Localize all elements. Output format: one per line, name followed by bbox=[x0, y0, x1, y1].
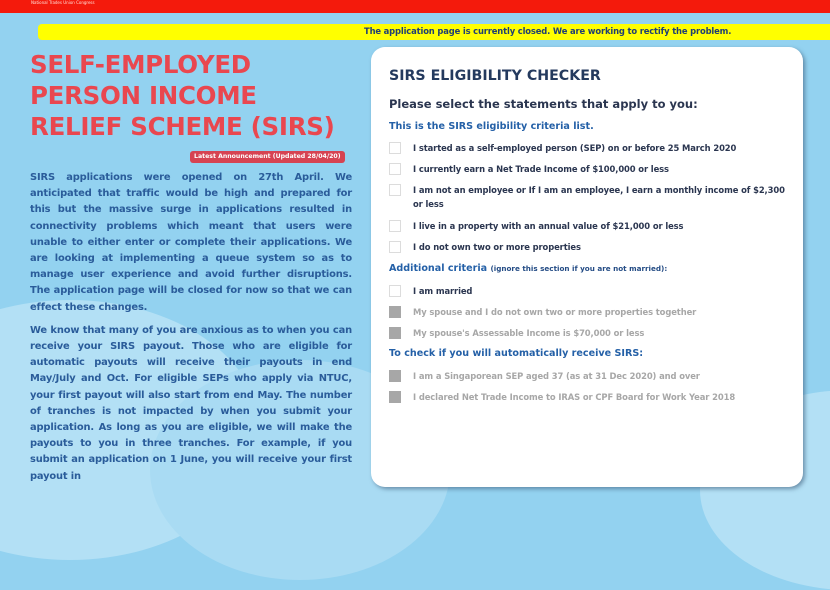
eligibility-checker-card bbox=[371, 47, 803, 487]
criteria-item[interactable] bbox=[389, 184, 794, 211]
additional-item bbox=[389, 306, 794, 320]
checkbox[interactable] bbox=[389, 241, 401, 253]
checker-title: SIRS ELIGIBILITY CHECKER bbox=[389, 68, 601, 84]
auto-receive-heading: To check if you will automatically receive SIRS: bbox=[389, 348, 644, 359]
criteria-label: I live in a property with an annual value of $21,000 or less bbox=[413, 221, 684, 231]
announcement-paragraph: We know that many of you are anxious as to when you can receive your SIRS payout. Those who are eligible for automatic payouts will receive their payouts in end May/July and Oct. For eligible SEPs who apply via NTUC, your first payout will also start from end May. The number of tranches is not impacted by when you submit your application. As long as you are eligible, we will make the payouts to you in three tranches. For example, if you submit an application on 1 June, you will receive your first payout in bbox=[30, 324, 352, 482]
additional-label: I am married bbox=[413, 286, 473, 296]
auto-label: I am a Singaporean SEP aged 37 (as at 31 Dec 2020) and over bbox=[413, 371, 700, 381]
criteria-item[interactable] bbox=[389, 220, 794, 234]
top-header-bar bbox=[0, 0, 830, 13]
page-title bbox=[30, 49, 360, 142]
criteria-item[interactable] bbox=[389, 241, 794, 255]
title-line: PERSON INCOME bbox=[30, 81, 257, 110]
latest-announcement-badge: Latest Announcement (Updated 28/04/20) bbox=[190, 151, 345, 163]
checkbox-disabled bbox=[389, 306, 401, 318]
checkbox-disabled bbox=[389, 391, 401, 403]
checkbox[interactable] bbox=[389, 184, 401, 196]
criteria-label: I started as a self-employed person (SEP) on or before 25 March 2020 bbox=[413, 143, 737, 153]
criteria-label: I am not an employee or If I am an employee, I earn a monthly income of $2,300 or less bbox=[413, 185, 785, 209]
checkbox[interactable] bbox=[389, 163, 401, 175]
announcement-body bbox=[30, 170, 352, 492]
closure-notice-text: The application page is currently closed. We are working to rectify the problem. bbox=[364, 26, 732, 36]
checkbox[interactable] bbox=[389, 285, 401, 297]
checker-subtitle: Please select the statements that apply to you: bbox=[389, 97, 698, 111]
checkbox-disabled bbox=[389, 370, 401, 382]
criteria-label: I currently earn a Net Trade Income of $100,000 or less bbox=[413, 164, 669, 174]
criteria-label: I do not own two or more properties bbox=[413, 242, 581, 252]
additional-item[interactable] bbox=[389, 285, 794, 299]
checkbox-disabled bbox=[389, 327, 401, 339]
additional-label: My spouse's Assessable Income is $70,000 or less bbox=[413, 328, 645, 338]
additional-item bbox=[389, 327, 794, 341]
announcement-paragraph: SIRS applications were opened on 27th April. We anticipated that traffic would be high and prepared for this but the massive surge in applications resulted in connectivity problems which meant that users were unable to either enter or complete their applications. We are looking at implementing a queue system so as to manage user experience and avoid further disruptions. The application page will be closed for now so that we can effect these changes. bbox=[30, 172, 352, 313]
auto-label: I declared Net Trade Income to IRAS or CPF Board for Work Year 2018 bbox=[413, 392, 736, 402]
criteria-item[interactable] bbox=[389, 142, 794, 156]
org-name: National Trades Union Congress bbox=[31, 0, 95, 5]
additional-criteria-heading bbox=[389, 263, 667, 274]
auto-item bbox=[389, 391, 794, 405]
title-line: SELF-EMPLOYED bbox=[30, 50, 251, 79]
closure-notice-banner bbox=[38, 24, 830, 40]
additional-heading-note: (ignore this section if you are not married): bbox=[490, 264, 668, 273]
checkbox[interactable] bbox=[389, 142, 401, 154]
checkbox[interactable] bbox=[389, 220, 401, 232]
title-line: RELIEF SCHEME (SIRS) bbox=[30, 112, 335, 141]
criteria-item[interactable] bbox=[389, 163, 794, 177]
auto-item bbox=[389, 370, 794, 384]
additional-label: My spouse and I do not own two or more properties together bbox=[413, 307, 697, 317]
additional-heading-text: Additional criteria bbox=[389, 263, 488, 274]
criteria-heading: This is the SIRS eligibility criteria list. bbox=[389, 121, 594, 132]
